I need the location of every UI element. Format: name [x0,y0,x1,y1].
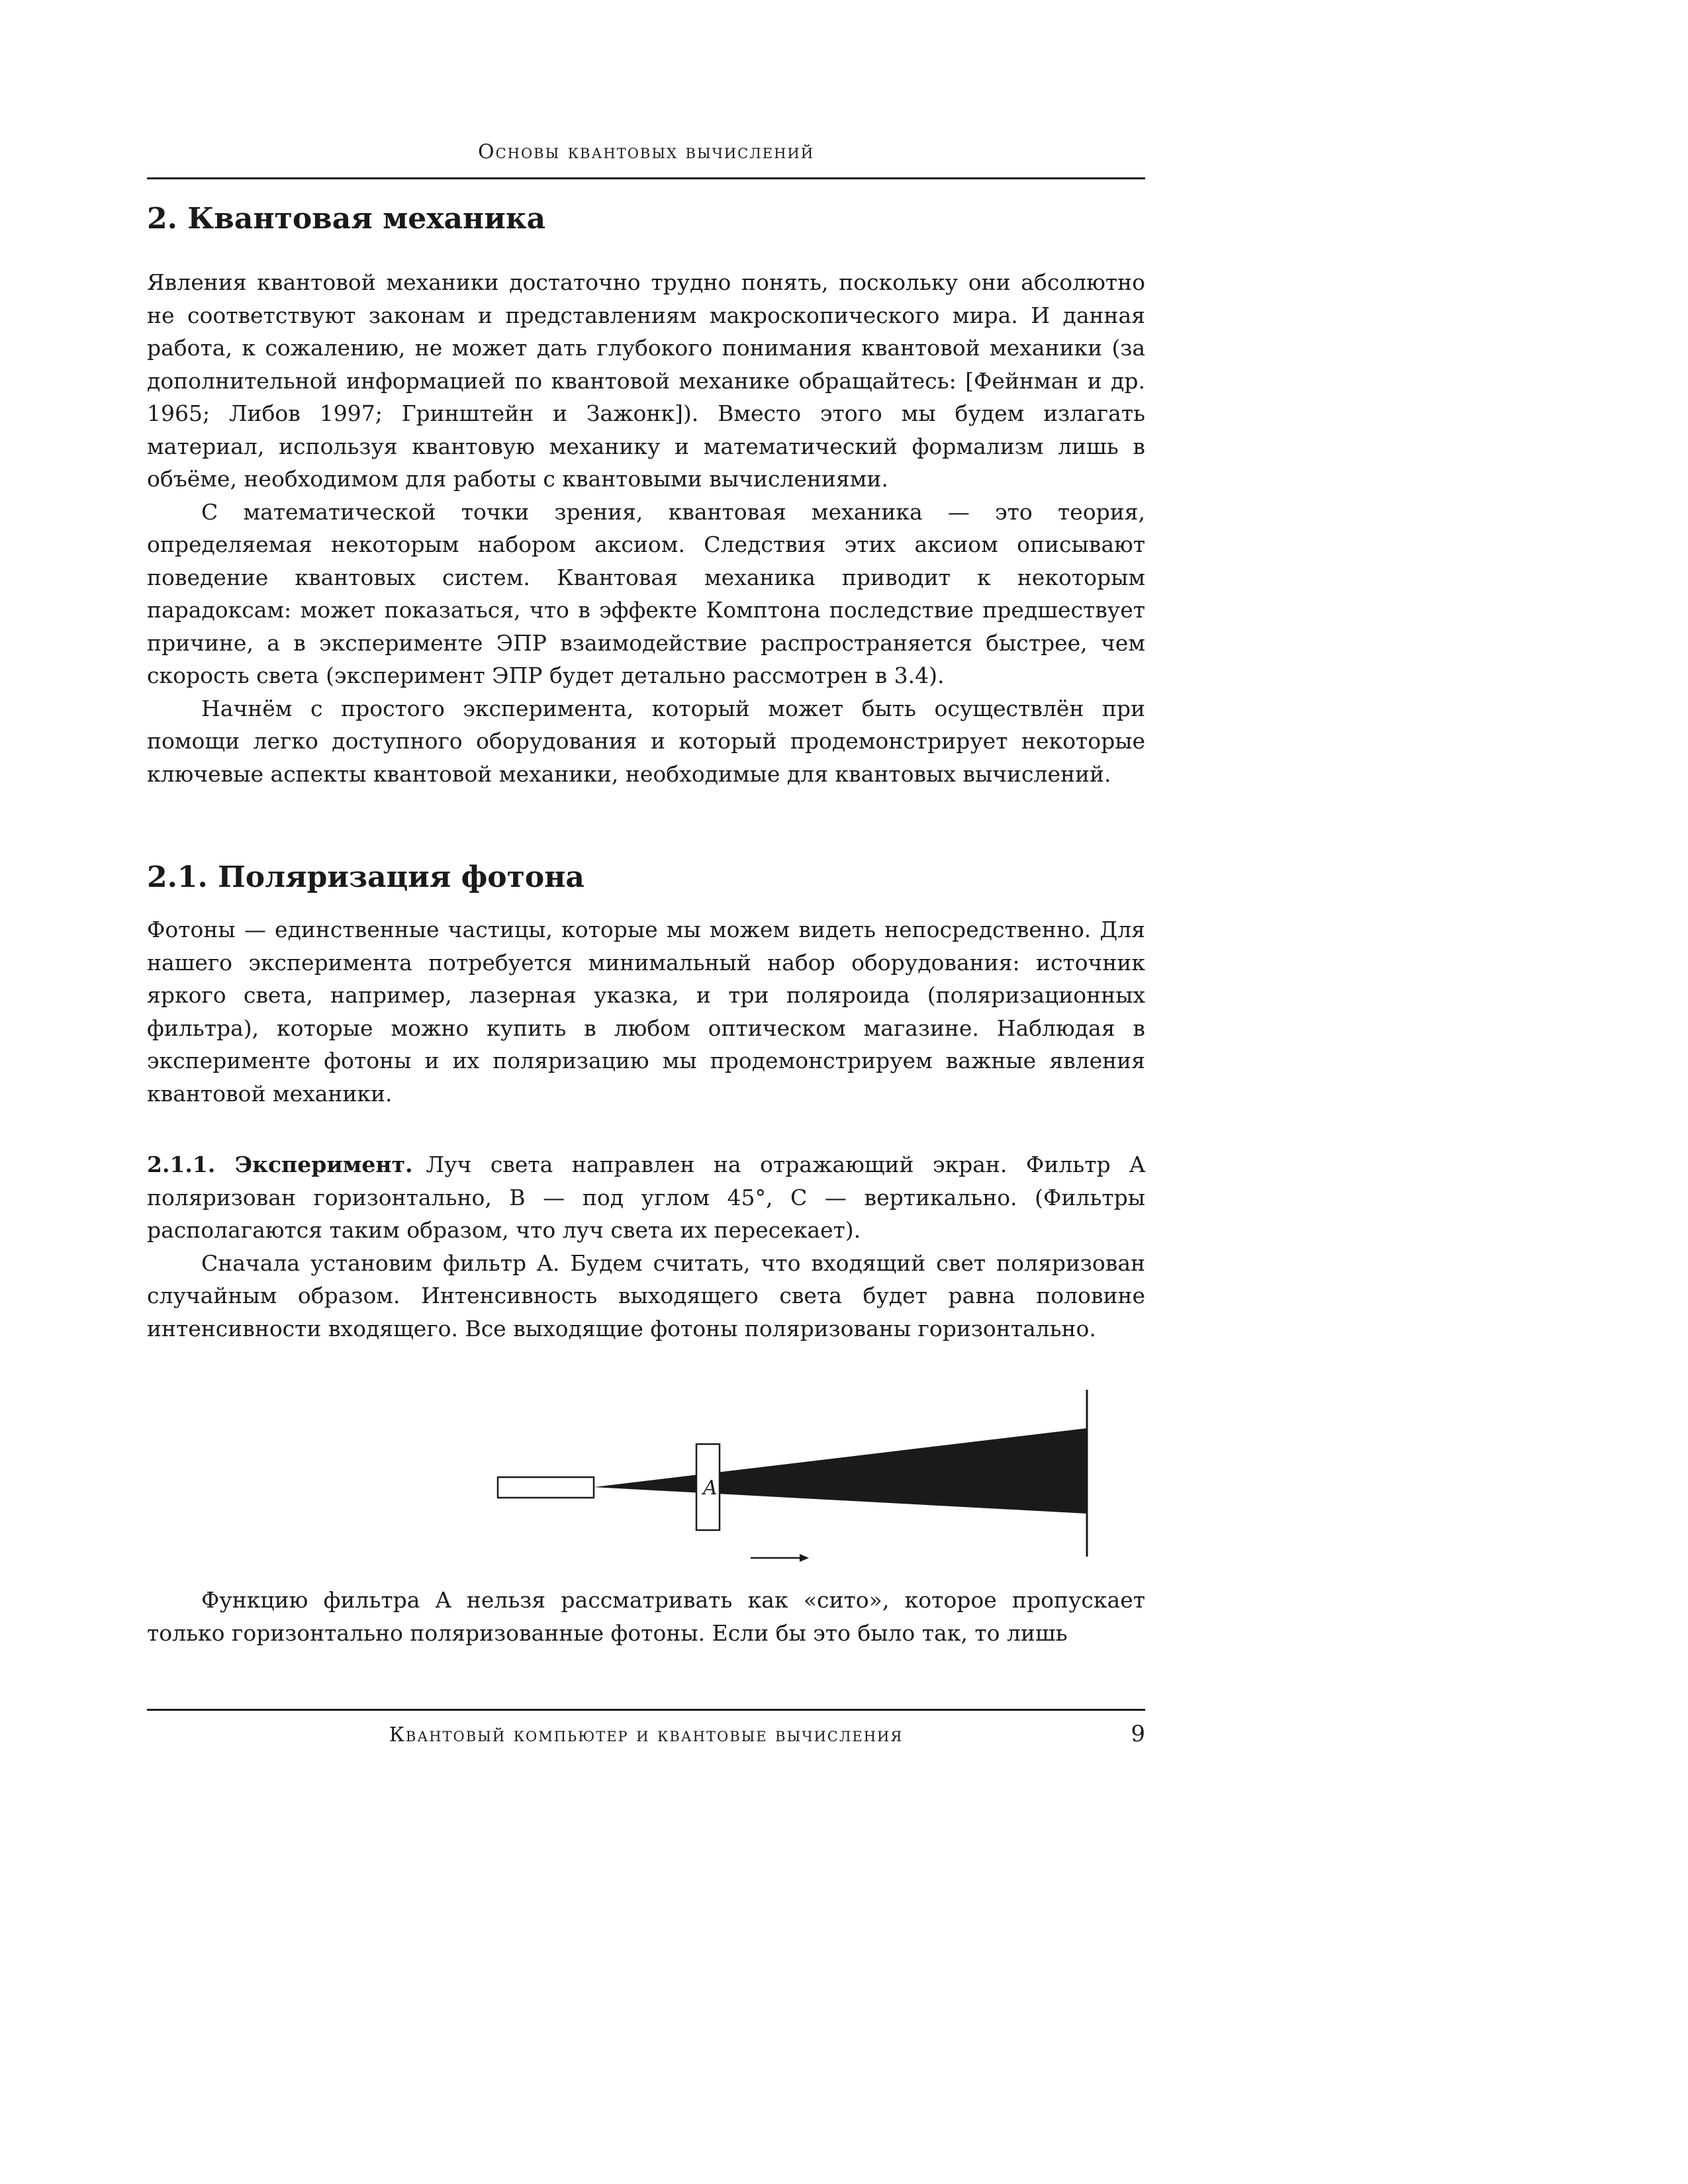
paragraph [147,1148,1145,1247]
header-rule [147,177,1145,179]
experiment-body [147,1148,1145,1345]
paragraph: Начнём с простого эксперимента, который может быть осуществлён при помощи легко доступного оборудования и который продемонстрирует некоторые ключевые аспекты квантовой механики, необходимые для квантовых вычислений. [147,695,1145,787]
paragraph: Сначала установим фильтр A. Будем считать, что входящий свет поляризован случайным образом. Интенсивность выходящего света будет равна половине интенсивности входящего. Все выходящие фотоны поляризованы горизонтально. [147,1250,1145,1342]
footer-rule [147,1709,1145,1711]
page-number: 9 [1131,1721,1145,1747]
running-header: Основы квантовых вычислений [477,140,815,163]
paragraph: Явления квантовой механики достаточно трудно понять, поскольку они абсолютно не соответствуют законам и представлениям макроскопического мира. И данная работа, к сожалению, не может дать глубокого понимания квантовой механики (за дополнительной информацией по квантовой механике обращайтесь: [Фейнман и др. 1965; Либов 1997; Гринштейн и Зажонк]). Вместо этого мы будем излагать материал, используя квантовую механику и математический формализм лишь в объёме, необходимом для работы с квантовыми вычислениями. [147,269,1145,492]
experiment-figure [346,1383,1094,1569]
light-source [498,1477,594,1498]
subsection-body [147,913,1145,1110]
paragraph: С математической точки зрения, квантовая механика — это теория, определяемая некоторым набором аксиом. Следствия этих аксиом описывают поведение квантовых систем. Квантовая механика приводит к некоторым парадоксам: может показаться, что в эффекте Комптона последствие предшествует причине, а в эксперименте ЭПР взаимодействие распространяется быстрее, чем скорость света (эксперимент ЭПР будет детально рассмотрен в 3.4). [147,498,1145,688]
subsection-title: 2.1. Поляризация фотона [147,860,585,894]
paragraph-heading: 2.1.1. Эксперимент. [147,1152,413,1177]
paragraph-text: Луч света направлен на отражающий экран. Фильтр A поляризован горизонтально, B — под углом 45°, C — вертикально. (Фильтры располагаются таким образом, что луч света их пересекает). [147,1152,1145,1243]
running-footer: Квантовый компьютер и квантовые вычисления [389,1723,904,1747]
filter-a-label: A [703,1477,718,1500]
section-title: 2. Квантовая механика [147,202,546,236]
paragraph: Функцию фильтра A нельзя рассматривать как «сито», которое пропускает только горизонтально поляризованные фотоны. Если бы это было так, то лишь [147,1587,1145,1646]
closing-text [147,1584,1145,1649]
paragraph: Фотоны — единственные частицы, которые мы можем видеть непосредственно. Для нашего эксперимента потребуется минимальный набор оборудования: источник яркого света, например, лазерная указка, и три поляроида (поляризационных фильтра), которые можно купить в любом оптическом магазине. Наблюдая в эксперименте фотоны и их поляризацию мы продемонстрируем важные явления квантовой механики. [147,917,1145,1107]
light-beam [594,1428,1087,1514]
direction-arrow-head [800,1554,809,1562]
section-body [147,266,1145,790]
